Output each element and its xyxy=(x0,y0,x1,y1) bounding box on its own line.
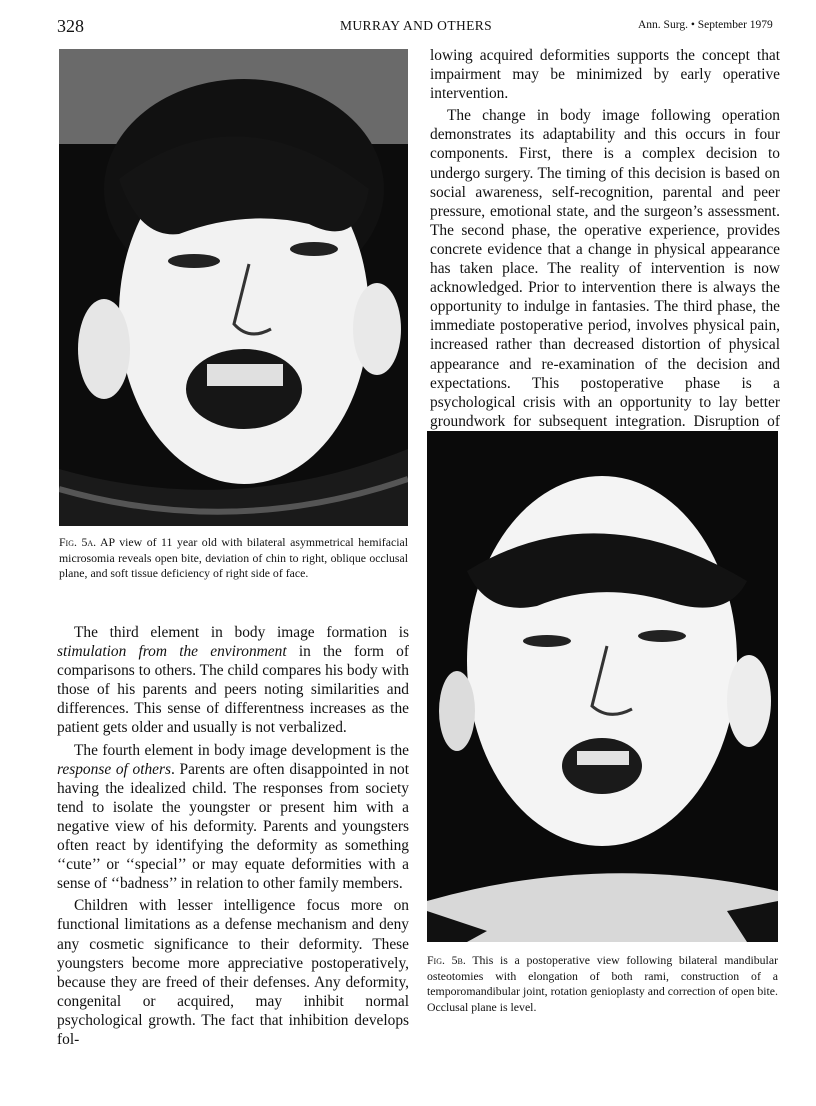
figure-5b-photo xyxy=(427,431,778,942)
paragraph: The third element in body image formation is stimulation from the environment in the form of comparisons to others. The child compares his body with those of his parents and peers noting similarities and differences. This sense of differentness increases as the patient gets older and usually is not verbalized. xyxy=(57,624,409,737)
paragraph: lowing acquired deformities supports the concept that impairment may be minimized by early operative intervention. xyxy=(430,47,780,103)
paragraph: Children with lesser intelligence focus more on functional limitations as a defense mechanism and deny any cosmetic significance to their deformity. These youngsters become more appreciative postoperatively, because they are freed of their defenses. Any deformity, congenital or acquired, may inhibit normal psychological growth. The fact that inhibition develops fol- xyxy=(57,897,409,1048)
figure-5b-caption-label: Fig. 5b. xyxy=(427,953,466,967)
page-number: 328 xyxy=(57,16,84,36)
figure-5b-caption-text: This is a postoperative view following bilateral mandibular osteotomies with elongation of both rami, construction of a temporomandibular joint, rotation genioplasty and correction of open bite. Occlusal plane is level. xyxy=(427,953,778,1014)
figure-5a-caption-text: AP view of 11 year old with bilateral asymmetrical hemifacial microsomia reveals open bite, deviation of chin to right, oblique occlusal plane, and soft tissue deficiency of right side of face. xyxy=(59,535,408,580)
figure-5b-caption xyxy=(427,953,778,1015)
figure-5a-photo xyxy=(59,49,408,526)
figure-5a-caption-label: Fig. 5a. xyxy=(59,535,97,549)
figure-5a-caption xyxy=(59,535,408,582)
paragraph: The change in body image following operation demonstrates its adaptability and this occurs in four components. First, there is a complex decision to undergo surgery. The timing of this decision is based on social awareness, self-recognition, parental and peer pressure, emotional state, and the surgeon’s assessment. The second phase, the operative experience, provides concrete evidence that a change in physical appearance has taken place. The reality of intervention is now acknowledged. Prior to intervention there is always the opportunity to indulge in fantasies. The third phase, the immediate postoperative period, involves physical pain, increased rather than decreased distortion of physical appearance and re-examination of the decision and expectations. This postoperative phase is a psychological crisis with an opportunity to lay better groundwork for subsequent integration. Disruption of xyxy=(430,107,780,430)
emphasis: response of others xyxy=(57,760,171,778)
running-title: MURRAY AND OTHERS xyxy=(340,18,493,33)
emphasis: stimulation from the environment xyxy=(57,643,287,661)
journal-citation: Ann. Surg. • September 1979 xyxy=(638,19,773,31)
left-column-text xyxy=(57,623,409,1049)
paragraph: The fourth element in body image development is the response of others. Parents are often disappointed in not having the idealized child. The responses from society tend to isolate the youngster or present him with a negative view of his deformity. Parents and youngsters often react by identifying the deformity as something ‘‘cute’’ or ‘‘special’’ or may equate deformities with a sense of ‘‘badness’’ in relation to other family members. xyxy=(57,741,409,893)
right-column-text xyxy=(430,46,780,450)
